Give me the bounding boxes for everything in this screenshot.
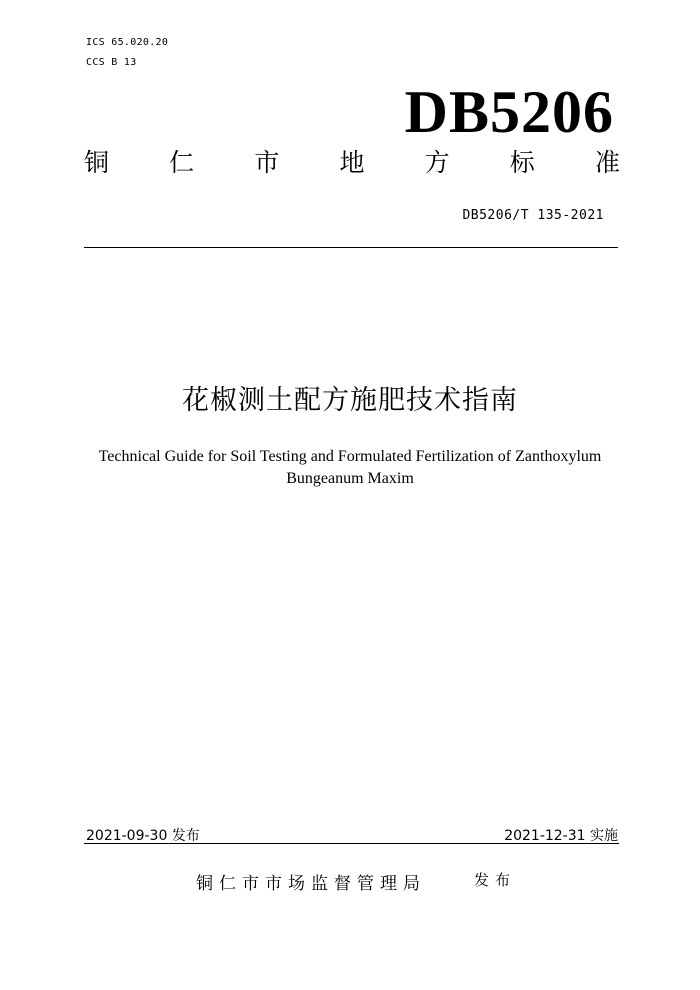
header-divider [84,247,618,248]
title-english-line-1: Technical Guide for Soil Testing and Formulated Fertilization of Zanthoxylum [98,448,602,465]
title-english-line-2: Bungeanum Maxim [286,470,414,487]
standard-type-char: 方 [424,148,450,177]
standard-type-char: 地 [339,148,365,177]
issue-label: 发布 [474,871,517,889]
issuing-authority: 铜仁市市场监督管理局 [196,874,426,894]
implement-date: 2021-12-31 实施 [504,828,618,844]
standard-type-char: 准 [594,148,620,177]
footer-divider [84,843,619,844]
standard-code: DB5206 [404,79,614,145]
standard-type-char: 仁 [169,148,195,177]
standard-type-char: 标 [509,148,535,177]
document-number: DB5206/T 135-2021 [462,208,604,223]
title-chinese: 花椒测土配方施肥技术指南 [182,385,518,416]
ccs-code: CCS B 13 [86,57,137,68]
ics-code: ICS 65.020.20 [86,37,169,48]
publish-date: 2021-09-30 发布 [86,828,200,844]
standard-type [84,150,620,175]
title-english [60,446,640,490]
standard-type-char: 市 [254,148,280,177]
standard-type-char: 铜 [84,148,110,177]
